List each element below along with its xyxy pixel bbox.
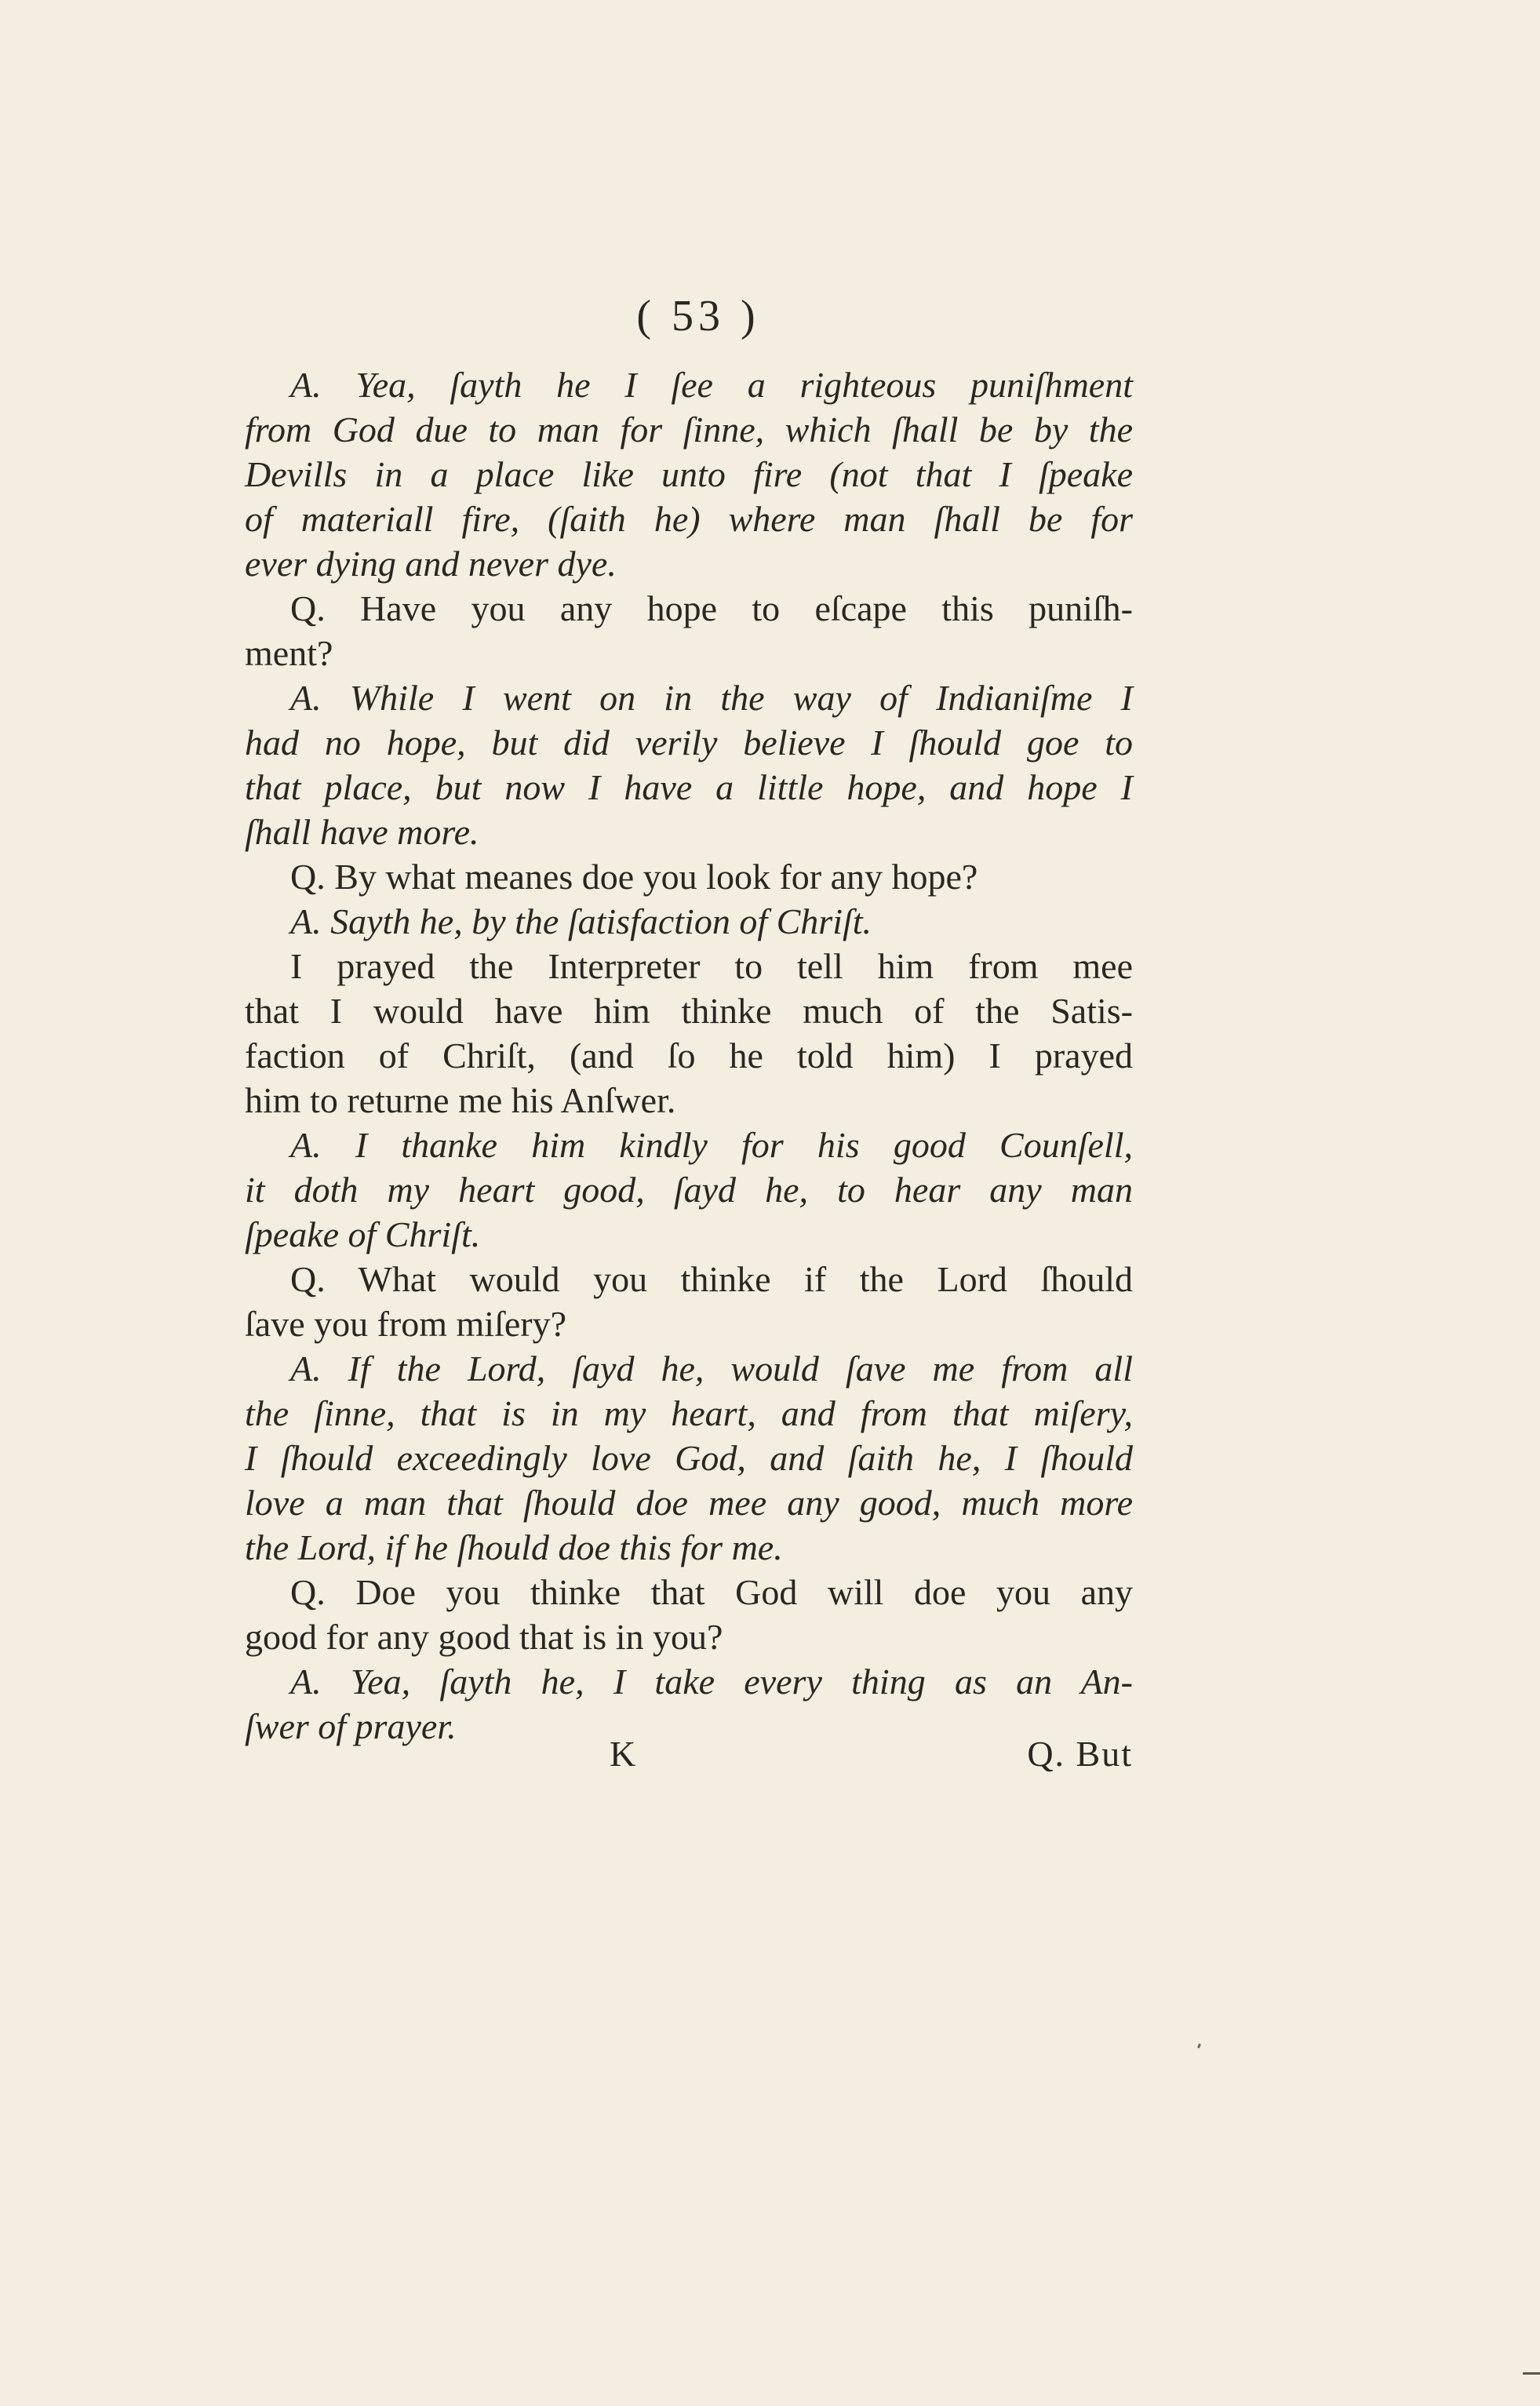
text-line: Devills in a place like unto fire (not that I ſpeake — [245, 454, 1133, 494]
text-line: good for any good that is in you? — [245, 1617, 723, 1657]
body-text — [245, 362, 1133, 1749]
text-line: the Lord, if he ſhould doe this for me. — [245, 1527, 783, 1567]
text-line: I ſhould exceedingly love God, and ſaith he, I ſhould — [245, 1438, 1133, 1478]
page-footer — [245, 1731, 1133, 1778]
text-line: ſave you from miſery? — [245, 1304, 567, 1344]
text-line: A. While I went on in the way of Indianiſme I — [290, 678, 1133, 718]
text-line: ſhall have more. — [245, 812, 479, 852]
text-line: A. If the Lord, ſayd he, would ſave me from all — [290, 1349, 1133, 1389]
text-line: ment? — [245, 633, 333, 673]
text-line: Q. Doe you thinke that God will doe you any — [290, 1572, 1133, 1612]
paper-speck — [1197, 2044, 1201, 2049]
text-line: that I would have him thinke much of the Satis- — [245, 991, 1133, 1031]
text-line: it doth my heart good, ſayd he, to hear any man — [245, 1170, 1133, 1210]
text-line: A. Sayth he, by the ſatisfaction of Chriſt. — [290, 901, 872, 941]
text-line: of materiall fire, (ſaith he) where man ſhall be for — [245, 499, 1133, 539]
text-line: A. Yea, ſayth he I ſee a righteous puniſhment — [290, 365, 1133, 405]
page-number: ( 53 ) — [636, 292, 760, 340]
text-line: Q. By what meanes doe you look for any hope? — [290, 857, 978, 897]
text-line: had no hope, but did verily believe I ſhould goe to — [245, 723, 1133, 763]
text-line: that place, but now I have a little hope, and hope I — [245, 767, 1133, 807]
text-line: I prayed the Interpreter to tell him from mee — [290, 946, 1133, 986]
text-line: faction of Chriſt, (and ſo he told him) I prayed — [245, 1036, 1133, 1076]
text-line: ſwer of prayer. — [245, 1706, 457, 1746]
text-line: Q. What would you thinke if the Lord ſhould — [290, 1259, 1133, 1299]
text-line: Q. Have you any hope to eſcape this puniſh- — [290, 588, 1133, 628]
text-line: ever dying and never dye. — [245, 544, 617, 584]
edge-mark — [1523, 2372, 1540, 2375]
signature-mark: K — [610, 1734, 636, 1774]
text-line: ſpeake of Chriſt. — [245, 1214, 481, 1254]
text-line: from God due to man for ſinne, which ſhall be by the — [245, 409, 1133, 450]
text-line: A. I thanke him kindly for his good Counſell, — [290, 1125, 1133, 1165]
text-line: the ſinne, that is in my heart, and from that miſery, — [245, 1393, 1133, 1433]
text-line: him to returne me his Anſwer. — [245, 1080, 676, 1120]
text-line: love a man that ſhould doe mee any good, much more — [245, 1483, 1133, 1523]
catchword: Q. But — [1027, 1734, 1133, 1774]
text-line: A. Yea, ſayth he, I take every thing as an An- — [290, 1662, 1133, 1702]
